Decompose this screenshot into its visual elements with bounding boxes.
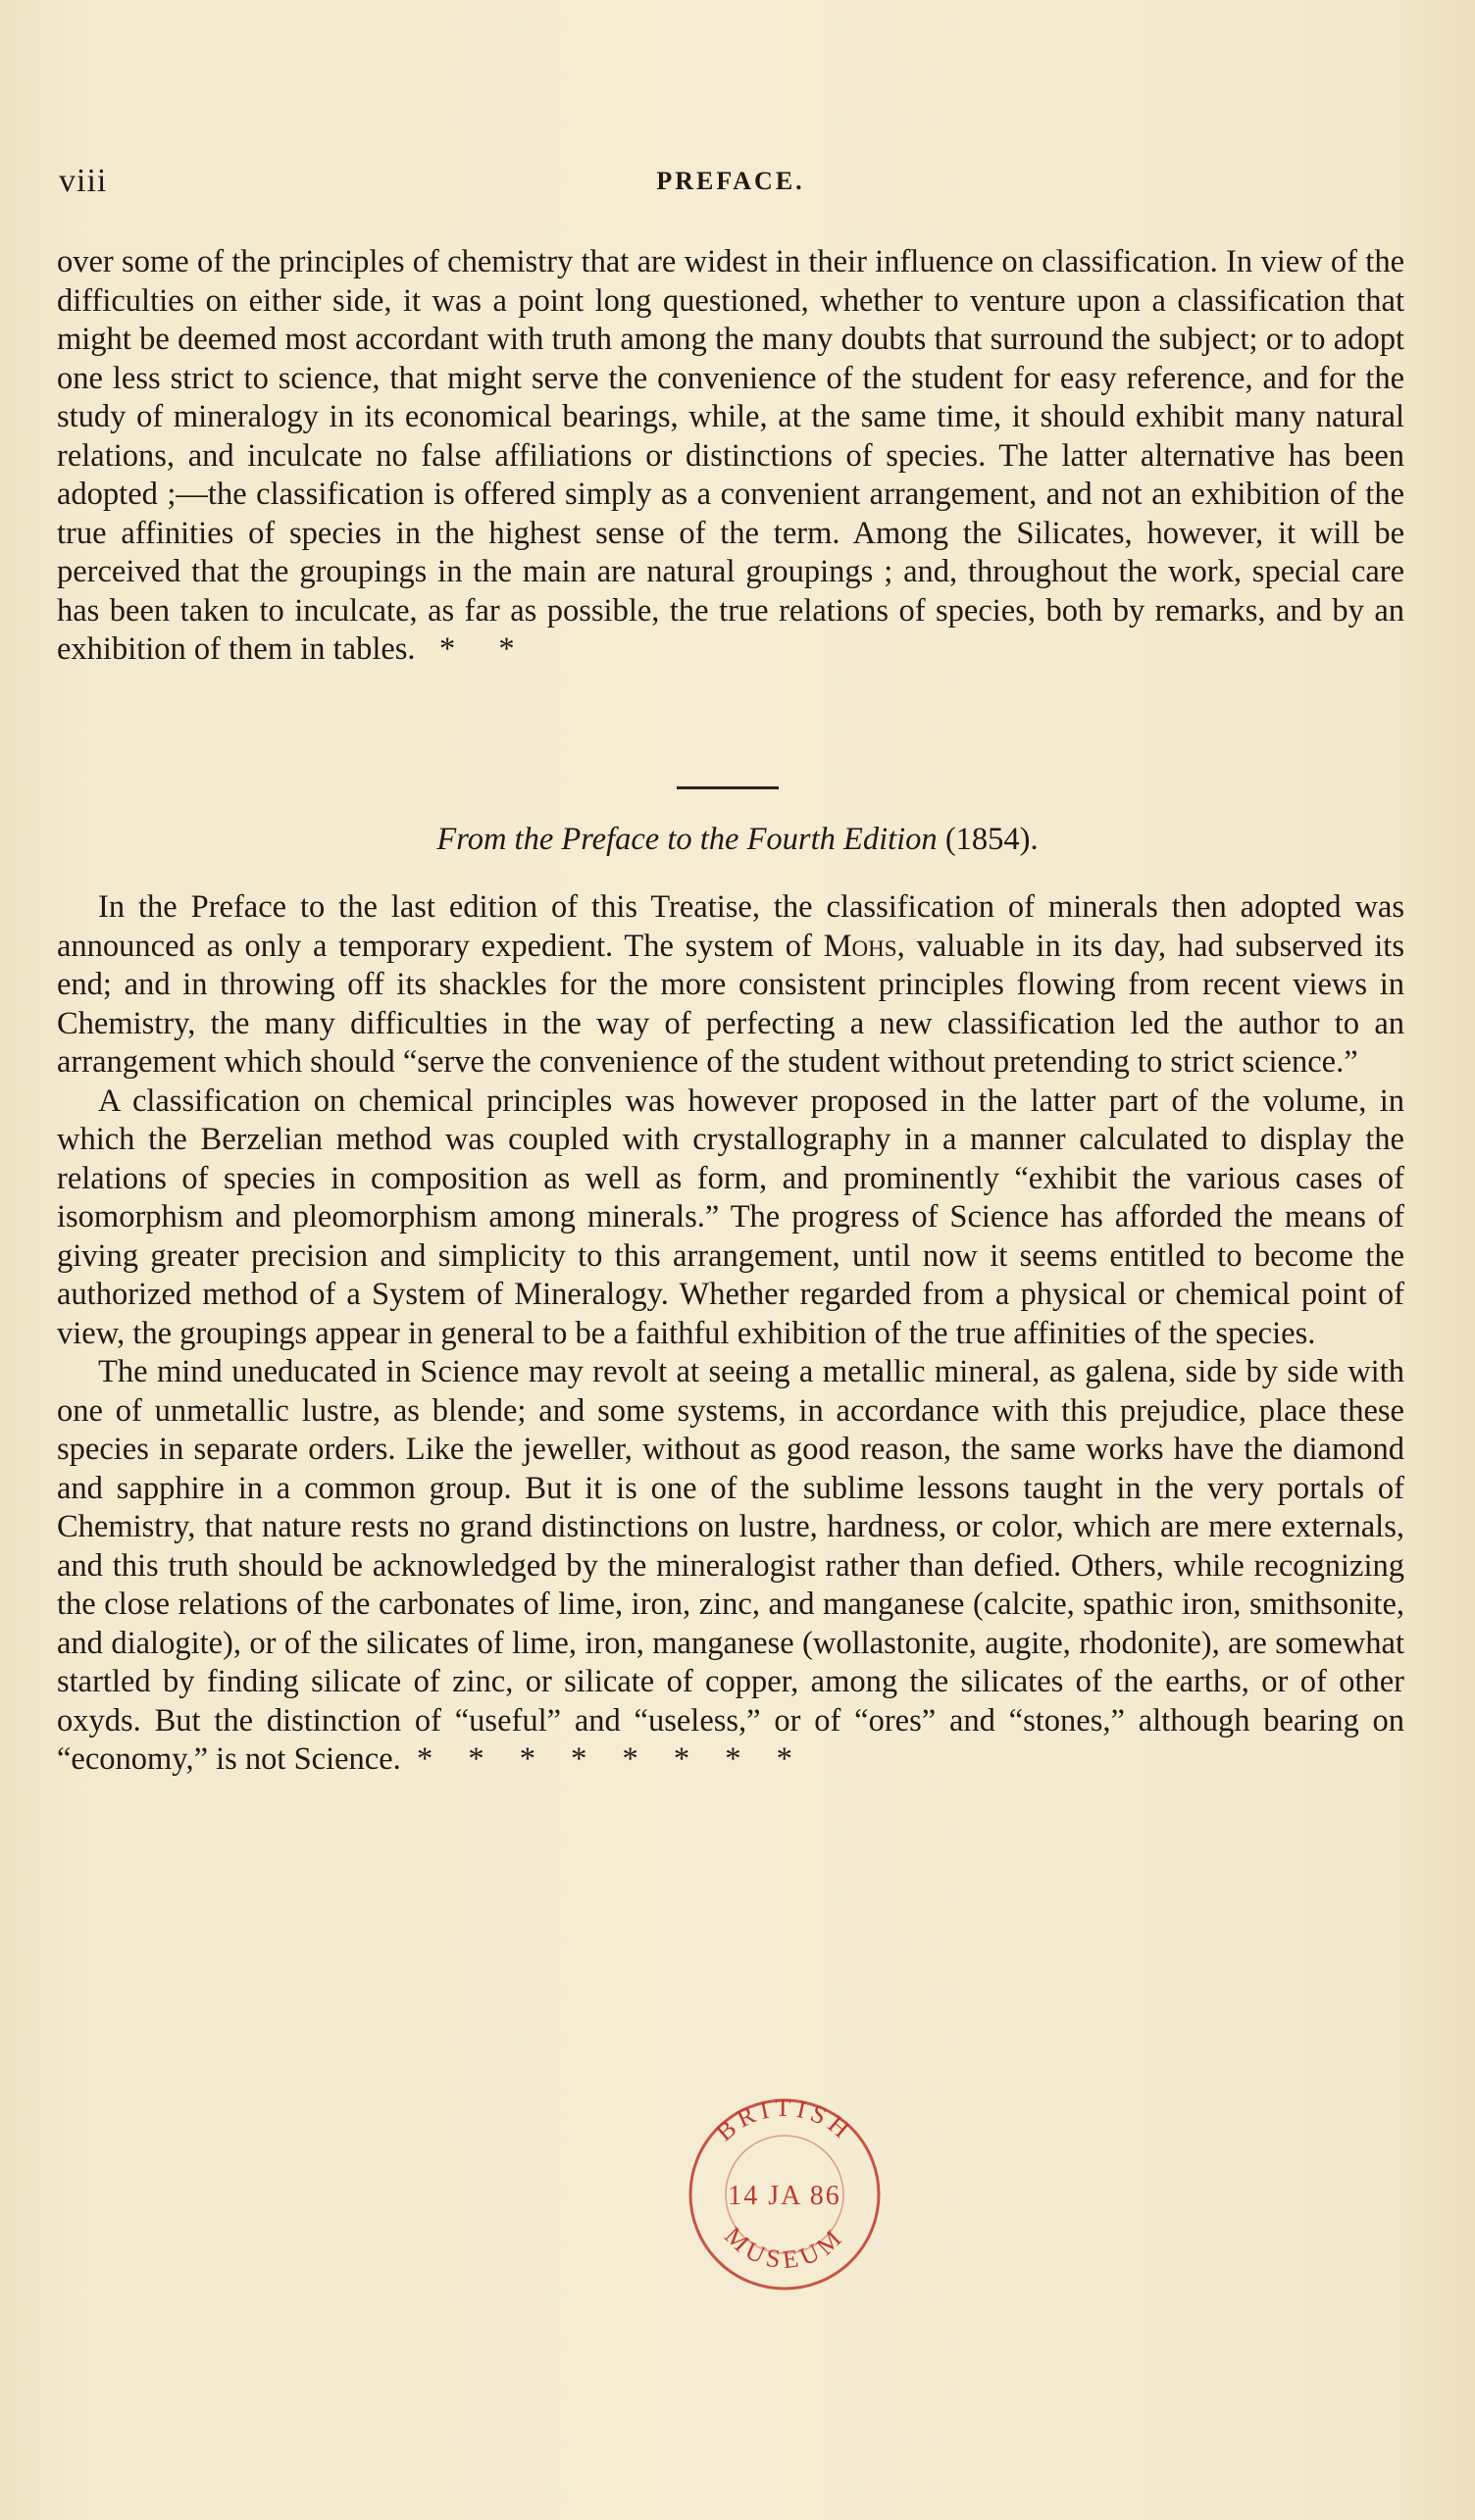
section-heading xyxy=(0,822,1475,858)
stamp-bottom-text: MUSEUM xyxy=(719,2221,850,2275)
body-paragraph-1 xyxy=(57,888,1404,1083)
page-number: viii xyxy=(59,163,108,199)
stamp-top-text: BRITISH xyxy=(710,2092,859,2147)
body-paragraph-2: A classification on chemical principles was however proposed in the latter part of the volume, in which the Berzelian method was coupled with crystallography in a manner calculated to display the relations of species in composition as well as form, and prominently “exhibit the various cases of isomorphism and pleomorphism among minerals.” The progress of Science has afforded the means of giving greater precision and simplicity to this arrangement, until now it seems entitled to become the authorized method of a System of Mineralogy. Whether regarded from a physical or chemical point of view, the groupings appear in general to be a faithful exhibition of the true affinities of the species. xyxy=(57,1083,1404,1351)
running-title: PREFACE. xyxy=(656,167,805,195)
library-stamp-graphic xyxy=(677,2087,892,2302)
intro-paragraph-block xyxy=(57,243,1404,670)
body-text xyxy=(57,888,1404,1780)
section-heading-year: (1854). xyxy=(944,822,1039,857)
section-divider xyxy=(677,786,779,789)
section-heading-italic: From the Preface to the Fourth Edition xyxy=(436,822,938,857)
body-paragraph-3-text: The mind uneducated in Science may revolt at seeing a metallic mineral, as galena, side by side with one of unmetallic lustre, as blende; and some systems, in accordance with this prejudice, place these species in separate orders. Like the jeweller, without as good reason, the same works have the diamond and sapphire in a common group. But it is one of the sublime lessons taught in the very portals of Chemistry, that nature rests no grand distinctions on lustre, hardness, or color, which are mere externals, and this truth should be acknowledged by the mineralogist rather than defied. Others, while recognizing the close relations of the carbonates of lime, iron, zinc, and manganese (calcite, spathic iron, smithsonite, and dialogite), or of the silicates of lime, iron, manganese (wollastonite, augite, rhodonite), are somewhat startled by finding silicate of zinc, or silicate of copper, among the silicates of the earths, or of other oxyds. But the distinction of “useful” and “useless,” or of “ores” and “stones,” although bearing on “economy,” is not Science. xyxy=(57,1354,1404,1777)
stamp-date: 14 JA 86 xyxy=(728,2181,841,2211)
author-name-mohs: Mohs xyxy=(823,928,897,964)
running-head xyxy=(59,163,1402,202)
intro-text: over some of the principles of chemistry that are widest in their influence on classification. In view of the difficulties on either side, it was a point long questioned, whether to venture upon a classification that might be deemed most accordant with truth among the many doubts that surround the subject; or to adopt one less strict to science, that might serve the convenience of the student for easy reference, and for the study of mineralogy in its economical bearings, while, at the same time, it should exhibit many natural relations, and inculcate no false affiliations or distinctions of species. The latter alternative has been adopted ;—the classification is offered simply as a convenient arrangement, and not an exhibition of the true affinities of species in the highest sense of the term. Among the Silicates, however, it will be perceived that the groupings in the main are natural groupings ; and, throughout the work, special care has been taken to inculcate, as far as possible, the true relations of species, both by remarks, and by an exhibition of them in tables. xyxy=(57,244,1404,667)
intro-closing-marks: * * xyxy=(438,631,533,667)
body-paragraph-1-text-a: In the Preface to the last edition of this Treatise, the classification of minerals then adopted was announced as only a temporary expedient. The system of xyxy=(57,889,1404,964)
intro-paragraph xyxy=(57,243,1404,670)
library-stamp xyxy=(677,2087,892,2302)
body-paragraph-3-asterisks: * * * * * * * * xyxy=(417,1741,806,1777)
body-paragraph-3 xyxy=(57,1353,1404,1780)
body-paragraph-1-text-b: , valuable in its day, had subserved its end; and in throwing off its shackles for the more consistent principles flowing from recent views in Chemistry, the many difficulties in the way of perfecting a new classification led the author to an arrangement which should “serve the convenience of the student without pretending to strict science.” xyxy=(57,928,1404,1080)
